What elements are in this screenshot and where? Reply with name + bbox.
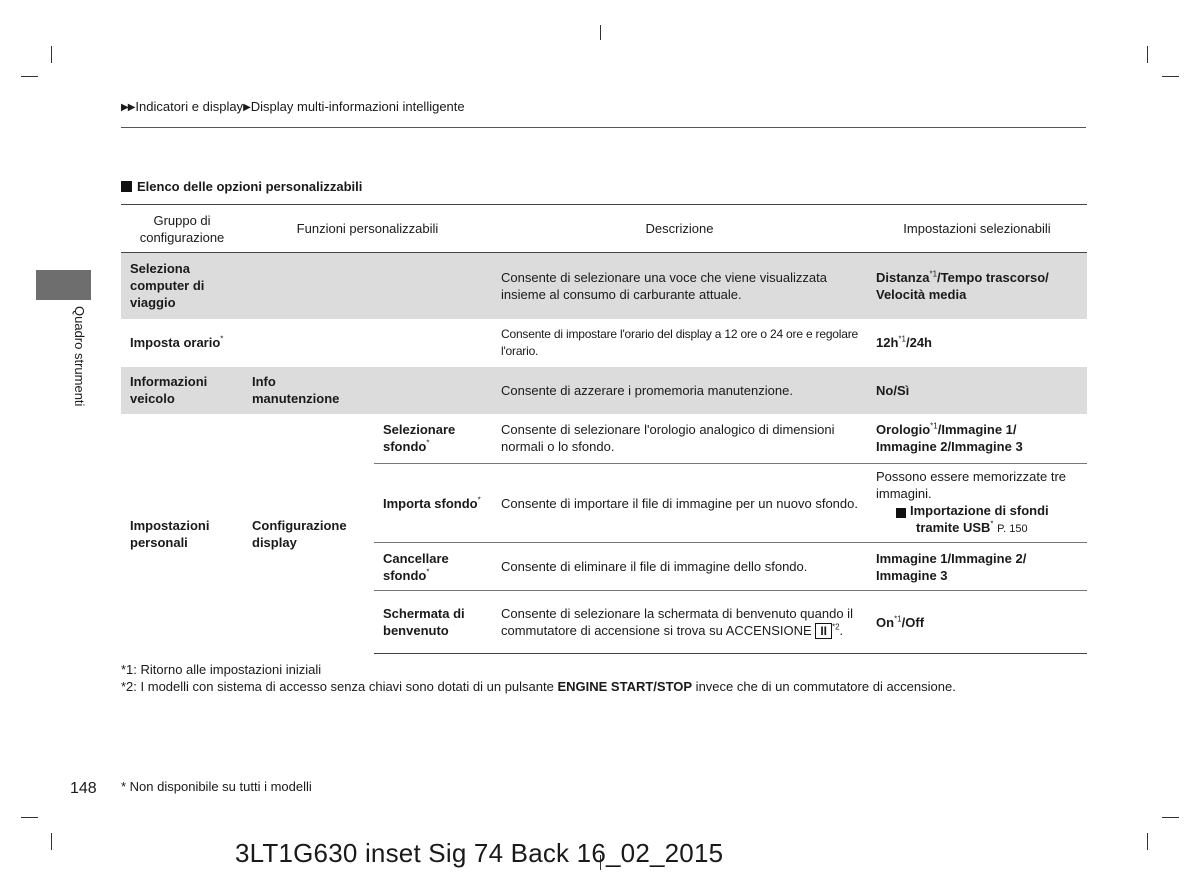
- settings-cell: Distanza$^{*1}$/Tempo trascorso/ Velocità media: [867, 253, 1087, 319]
- crop-mark: [21, 817, 38, 818]
- subfunction-cell: [374, 253, 492, 319]
- section-heading: [121, 179, 362, 194]
- settings-cell: Immagine 1/Immagine 2/ Immagine 3: [867, 543, 1087, 591]
- settings-cell: [867, 464, 1087, 543]
- subfunction-cell: Importa sfondo*: [374, 464, 492, 543]
- footnote-2: *2: I modelli con sistema di accesso senza chiavi sono dotati di un pulsante ENGINE START/STOP invece che di un commutatore di accensione.: [121, 679, 956, 694]
- settings-cell: No/Sì: [867, 367, 1087, 414]
- section-tab-marker: [36, 270, 91, 300]
- subfunction-cell: Cancellare sfondo*: [374, 543, 492, 591]
- function-cell: Configurazione display: [252, 517, 347, 550]
- function-cell: [243, 319, 374, 367]
- description-cell: Consente di eliminare il file di immagine dello sfondo.: [492, 543, 867, 591]
- arrow-icon: ▶: [243, 102, 250, 113]
- footnote-1: *1: Ritorno alle impostazioni iniziali: [121, 662, 322, 677]
- table-row: [121, 253, 1087, 319]
- header-description: Descrizione: [492, 205, 867, 253]
- table-header-row: [121, 205, 1087, 253]
- crop-mark: [1162, 817, 1179, 818]
- side-tab-label: Quadro strumenti: [72, 306, 87, 407]
- description-cell: Consente di selezionare l'orologio analogico di dimensioni normali o lo sfondo.: [501, 422, 835, 455]
- subfunction-cell: Selezionare sfondo*: [383, 422, 456, 455]
- description-cell: Consente di azzerare i promemoria manutenzione.: [492, 367, 867, 414]
- crop-mark: [21, 76, 38, 77]
- breadcrumb-item[interactable]: Display multi-informazioni intelligente: [250, 99, 465, 114]
- customizable-options-table: [121, 204, 1087, 654]
- ignition-position-key: II: [815, 623, 832, 639]
- section-title: Elenco delle opzioni personalizzabili: [137, 179, 363, 194]
- double-arrow-icon: ▶▶: [121, 102, 135, 113]
- subfunction-cell: Schermata di benvenuto: [374, 591, 492, 654]
- header-rule: [121, 127, 1086, 128]
- crop-mark: [1162, 76, 1179, 77]
- print-job-label: 3LT1G630 inset Sig 74 Back 16_02_2015: [235, 838, 724, 868]
- cross-reference-link[interactable]: ➔ Importazione di sfondi tramite USB* P. 150: [887, 503, 1049, 535]
- header-settings: Impostazioni selezionabili: [867, 205, 1087, 253]
- settings-text: Possono essere memorizzate tre immagini.: [876, 469, 1067, 501]
- crop-mark: [51, 833, 52, 850]
- group-cell: Imposta orario*: [130, 334, 224, 350]
- header-group: Gruppo di configurazione: [121, 205, 243, 253]
- settings-cell: Orologio$^{*1}$/Immagine 1/ Immagine 2/Immagine 3: [876, 421, 1023, 455]
- square-bullet-icon: [121, 181, 132, 192]
- crop-mark: [1147, 833, 1148, 850]
- group-cell: Informazioni veicolo: [121, 367, 243, 414]
- subfunction-cell: [374, 367, 492, 414]
- reference-arrow-icon: ➔: [896, 508, 906, 518]
- page-number: 148: [70, 780, 97, 797]
- table-row: [121, 319, 1087, 367]
- header-functions: Funzioni personalizzabili: [243, 205, 492, 253]
- breadcrumb: [121, 99, 465, 114]
- description-cell: Consente di impostare l'orario del display a 12 ore o 24 ore e regolare l'orario.: [501, 326, 858, 358]
- table-row: [121, 367, 1087, 414]
- breadcrumb-item[interactable]: Indicatori e display: [135, 99, 244, 114]
- crop-mark: [600, 25, 601, 40]
- settings-cell: $12h^{*1}/24h$: [876, 334, 932, 350]
- footnotes: [121, 661, 956, 695]
- crop-mark: [1147, 46, 1148, 63]
- availability-note: * Non disponibile su tutti i modelli: [121, 779, 312, 794]
- group-cell: Seleziona computer di viaggio: [121, 253, 243, 319]
- description-cell: Consente di selezionare una voce che viene visualizzata insieme al consumo di carburante attuale.: [492, 253, 867, 319]
- subfunction-cell: [374, 319, 492, 367]
- group-cell: Impostazioni personali: [130, 517, 210, 550]
- function-cell: Info manutenzione: [243, 367, 374, 414]
- crop-mark: [51, 46, 52, 63]
- description-cell: Consente di selezionare la schermata di benvenuto quando il commutatore di accensione si trova su ACCENSIONE II $^{*2}$.: [492, 591, 867, 654]
- settings-cell: On$^{*1}$/Off: [867, 591, 1087, 654]
- table-row: [121, 414, 1087, 464]
- description-cell: Consente di importare il file di immagine per un nuovo sfondo.: [492, 464, 867, 543]
- function-cell: [243, 253, 374, 319]
